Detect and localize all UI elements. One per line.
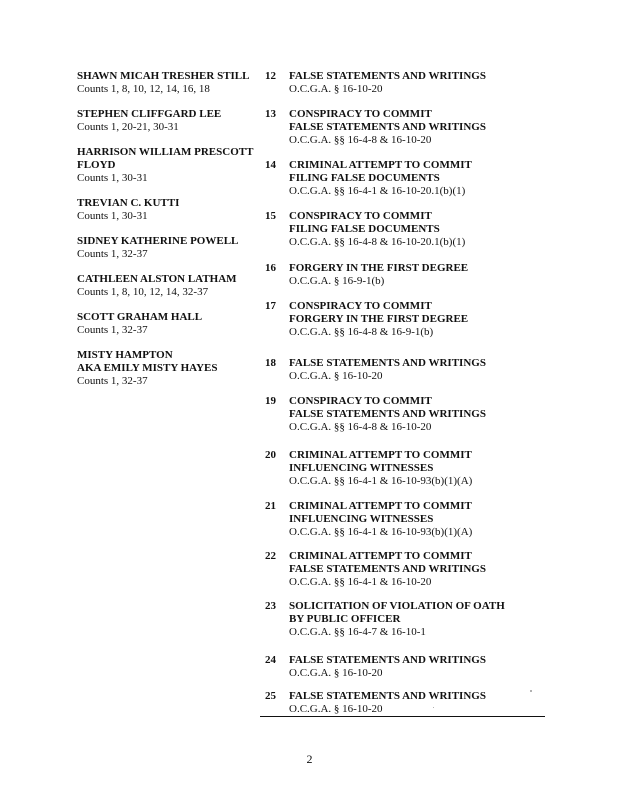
- count-number: 14: [265, 159, 276, 171]
- count-title: [289, 600, 579, 626]
- defendant-name-line: AKA EMILY MISTY HAYES: [77, 362, 218, 374]
- bottom-rule: [260, 716, 545, 717]
- count-entry: [265, 690, 579, 716]
- count-title-line: FORGERY IN THE FIRST DEGREE: [289, 313, 469, 325]
- defendant-counts: Counts 1, 32-37: [77, 248, 148, 260]
- defendant-name: [77, 349, 267, 375]
- count-title: [289, 300, 579, 326]
- count-title-line: BY PUBLIC OFFICER: [289, 613, 401, 625]
- count-title: [289, 357, 579, 370]
- scan-speck: [530, 690, 532, 692]
- count-number: 25: [265, 690, 276, 702]
- defendant-name: [77, 70, 267, 83]
- defendant-name: [77, 197, 267, 210]
- count-title: [289, 70, 579, 83]
- count-title-line: CONSPIRACY TO COMMIT: [289, 300, 432, 312]
- count-statute: O.C.G.A. §§ 16-4-8 & 16-10-20.1(b)(1): [289, 236, 466, 248]
- count-title-line: INFLUENCING WITNESSES: [289, 513, 434, 525]
- count-number: 23: [265, 600, 276, 612]
- defendant-name-line: MISTY HAMPTON: [77, 349, 173, 361]
- count-title-line: CRIMINAL ATTEMPT TO COMMIT: [289, 500, 472, 512]
- count-title-line: INFLUENCING WITNESSES: [289, 462, 434, 474]
- count-number: 13: [265, 108, 276, 120]
- count-title-line: CONSPIRACY TO COMMIT: [289, 108, 432, 120]
- count-entry: [265, 70, 579, 96]
- defendant-name-line: SHAWN MICAH TRESHER STILL: [77, 70, 250, 82]
- count-title: [289, 550, 579, 576]
- defendant-name-line: SCOTT GRAHAM HALL: [77, 311, 203, 323]
- count-number: 22: [265, 550, 276, 562]
- count-entry: [265, 550, 579, 589]
- count-statute: O.C.G.A. §§ 16-4-1 & 16-10-20.1(b)(1): [289, 185, 466, 197]
- defendant-name: [77, 273, 267, 286]
- defendant-name-line: STEPHEN CLIFFGARD LEE: [77, 108, 222, 120]
- defendant-entry: [77, 197, 267, 223]
- count-statute: O.C.G.A. § 16-10-20: [289, 370, 383, 382]
- count-entry: [265, 395, 579, 434]
- count-statute: O.C.G.A. §§ 16-4-1 & 16-10-93(b)(1)(A): [289, 475, 473, 487]
- defendant-counts: Counts 1, 30-31: [77, 210, 148, 222]
- count-entry: [265, 159, 579, 198]
- count-number: 15: [265, 210, 276, 222]
- defendant-name: [77, 146, 267, 172]
- defendant-entry: [77, 70, 267, 96]
- defendant-counts: Counts 1, 20-21, 30-31: [77, 121, 179, 133]
- defendant-name: [77, 108, 267, 121]
- count-title-line: FORGERY IN THE FIRST DEGREE: [289, 262, 469, 274]
- defendant-entry: [77, 273, 267, 299]
- count-statute: O.C.G.A. § 16-10-20: [289, 667, 383, 679]
- page-number: 2: [306, 752, 313, 766]
- count-title-line: FILING FALSE DOCUMENTS: [289, 223, 440, 235]
- defendant-counts: Counts 1, 8, 10, 12, 14, 32-37: [77, 286, 209, 298]
- count-entry: [265, 449, 579, 488]
- defendant-counts: Counts 1, 30-31: [77, 172, 148, 184]
- scan-speck: [433, 707, 434, 708]
- count-number: 24: [265, 654, 276, 666]
- count-title-line: FALSE STATEMENTS AND WRITINGS: [289, 690, 486, 702]
- count-number: 21: [265, 500, 276, 512]
- count-entry: [265, 262, 579, 288]
- count-title-line: CRIMINAL ATTEMPT TO COMMIT: [289, 449, 472, 461]
- count-entry: [265, 600, 579, 639]
- count-statute: O.C.G.A. §§ 16-4-8 & 16-10-20: [289, 134, 432, 146]
- count-number: 18: [265, 357, 276, 369]
- count-title: [289, 449, 579, 475]
- count-statute: O.C.G.A. §§ 16-4-8 & 16-9-1(b): [289, 326, 434, 338]
- defendant-name-line: FLOYD: [77, 159, 116, 171]
- count-title: [289, 210, 579, 236]
- defendant-name-line: SIDNEY KATHERINE POWELL: [77, 235, 239, 247]
- count-title-line: CRIMINAL ATTEMPT TO COMMIT: [289, 550, 472, 562]
- count-title: [289, 395, 579, 421]
- defendant-name-line: TREVIAN C. KUTTI: [77, 197, 180, 209]
- count-title-line: FALSE STATEMENTS AND WRITINGS: [289, 563, 486, 575]
- count-title: [289, 690, 579, 703]
- count-statute: O.C.G.A. §§ 16-4-7 & 16-10-1: [289, 626, 426, 638]
- defendant-entry: [77, 235, 267, 261]
- count-number: 17: [265, 300, 276, 312]
- count-number: 19: [265, 395, 276, 407]
- defendant-name-line: HARRISON WILLIAM PRESCOTT: [77, 146, 254, 158]
- count-title-line: FALSE STATEMENTS AND WRITINGS: [289, 408, 486, 420]
- count-statute: O.C.G.A. § 16-9-1(b): [289, 275, 385, 287]
- defendant-name-line: CATHLEEN ALSTON LATHAM: [77, 273, 237, 285]
- count-title: [289, 500, 579, 526]
- count-entry: [265, 357, 579, 383]
- count-title: [289, 159, 579, 185]
- count-statute: O.C.G.A. § 16-10-20: [289, 703, 383, 715]
- count-number: 12: [265, 70, 276, 82]
- defendant-entry: [77, 146, 267, 185]
- defendant-counts: Counts 1, 32-37: [77, 375, 148, 387]
- defendant-counts: Counts 1, 8, 10, 12, 14, 16, 18: [77, 83, 210, 95]
- count-statute: O.C.G.A. §§ 16-4-8 & 16-10-20: [289, 421, 432, 433]
- count-title-line: FILING FALSE DOCUMENTS: [289, 172, 440, 184]
- count-title: [289, 108, 579, 134]
- defendant-entry: [77, 311, 267, 337]
- defendant-name: [77, 311, 267, 324]
- count-title-line: FALSE STATEMENTS AND WRITINGS: [289, 121, 486, 133]
- defendant-counts: Counts 1, 32-37: [77, 324, 148, 336]
- count-title: [289, 262, 579, 275]
- count-title-line: FALSE STATEMENTS AND WRITINGS: [289, 357, 486, 369]
- count-title-line: CRIMINAL ATTEMPT TO COMMIT: [289, 159, 472, 171]
- count-statute: O.C.G.A. §§ 16-4-1 & 16-10-20: [289, 576, 432, 588]
- count-entry: [265, 654, 579, 680]
- defendant-list: [77, 70, 267, 388]
- count-title-line: CONSPIRACY TO COMMIT: [289, 210, 432, 222]
- count-entry: [265, 500, 579, 539]
- count-entry: [265, 108, 579, 147]
- count-statute: O.C.G.A. §§ 16-4-1 & 16-10-93(b)(1)(A): [289, 526, 473, 538]
- count-title-line: FALSE STATEMENTS AND WRITINGS: [289, 654, 486, 666]
- defendant-name: [77, 235, 267, 248]
- defendant-entry: [77, 108, 267, 134]
- count-title: [289, 654, 579, 667]
- count-title-line: FALSE STATEMENTS AND WRITINGS: [289, 70, 486, 82]
- count-title-line: CONSPIRACY TO COMMIT: [289, 395, 432, 407]
- count-number: 16: [265, 262, 276, 274]
- count-statute: O.C.G.A. § 16-10-20: [289, 83, 383, 95]
- count-title-line: SOLICITATION OF VIOLATION OF OATH: [289, 600, 505, 612]
- count-number: 20: [265, 449, 276, 461]
- count-entry: [265, 210, 579, 249]
- defendant-entry: [77, 349, 267, 388]
- count-entry: [265, 300, 579, 339]
